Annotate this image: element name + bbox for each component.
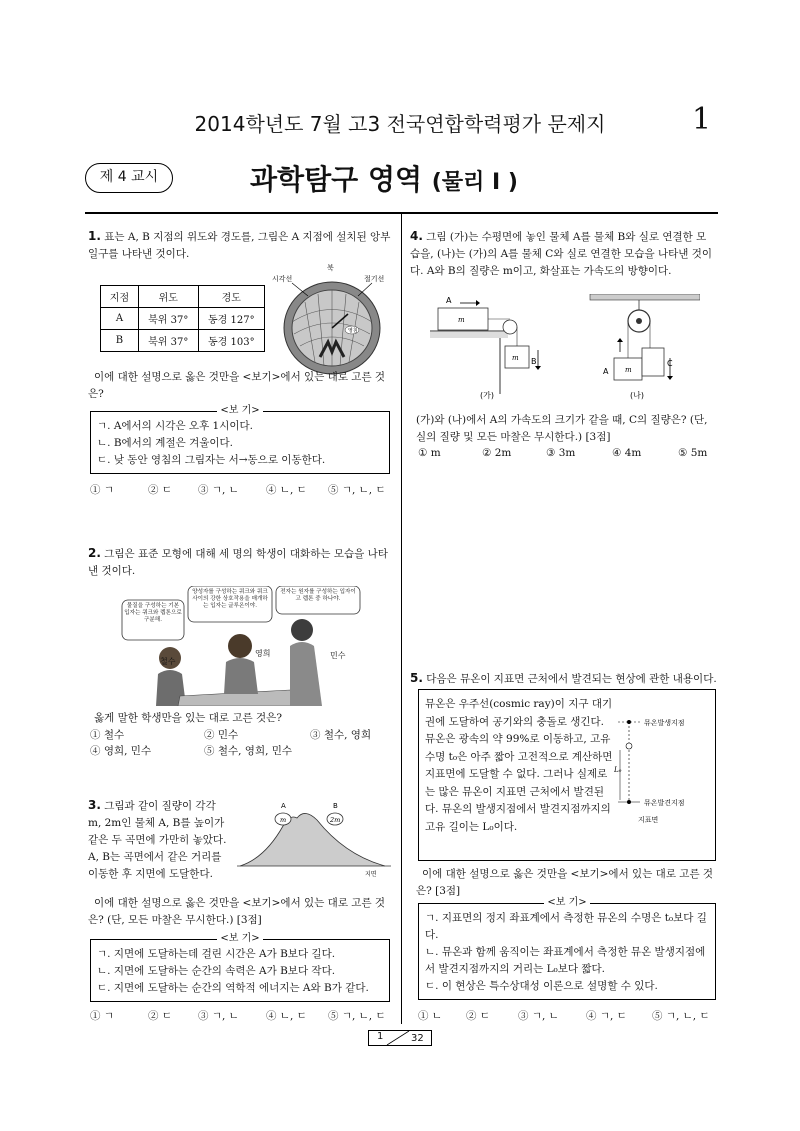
choice[interactable]: ③ ㄱ, ㄴ [518, 1010, 559, 1022]
choice[interactable]: ⑤ 철수, 영희, 민수 [204, 745, 293, 757]
q4-choices [418, 447, 718, 459]
choice[interactable]: ④ ㄴ, ㄷ [266, 1010, 307, 1022]
season-line-label: 절기선 [364, 275, 385, 283]
table-header: 경도 [198, 286, 264, 308]
q2-choices-row1 [90, 727, 395, 742]
sundial-figure [270, 262, 395, 377]
list-item: ㄱ. A에서의 시각은 오후 1시이다. [97, 420, 254, 432]
question-2 [88, 545, 393, 580]
choice[interactable]: ② 2m [482, 447, 512, 459]
fig-b-label: B [531, 357, 537, 366]
q3-text: 그림과 같이 질량이 각각 m, 2m인 물체 A, B를 높이가 같은 두 곡면에 가만히 놓았다. A, B는 곡면에서 같은 거리를 이동한 후 지면에 도달한다. [88, 800, 227, 880]
choice[interactable]: ② 민수 [204, 729, 239, 741]
origin-label: 뮤온발생지점 [644, 719, 685, 727]
fig-ga-caption: (가) [480, 391, 494, 400]
list-item: ㄴ. 지면에 도달하는 순간의 속력은 A가 B보다 작다. [97, 965, 336, 977]
choice[interactable]: ② ㄷ [148, 1010, 172, 1022]
north-label: 북 [327, 264, 334, 272]
current-page: 1 [377, 1031, 384, 1042]
choice[interactable]: ③ 철수, 영희 [310, 729, 372, 741]
bubble-1: 물질을 구성하는 기본 입자는 쿼크와 렙톤으로 구분해. [124, 603, 182, 623]
q5-passage: 뮤온은 우주선(cosmic ray)이 지구 대기권에 도달하여 공기와의 충돌로 생긴다. 뮤온은 광속의 약 99%로 이동하고, 고유 수명 t₀은 아주 짧아 고전적으로 계산하면 지표면에 도달할 수 없다. 그러나 실제로는 많은 뮤온이 지표면 근처에서 발견된다. 뮤온의 발생지점에서 발견지점까지의 고유 길이는 L₀이다. [425, 698, 613, 833]
table-row [101, 308, 265, 330]
choice[interactable]: ⑤ ㄱ, ㄴ, ㄷ [652, 1010, 710, 1022]
table-cell: A [101, 308, 139, 330]
q3-bogi-title: <보 기> [217, 933, 262, 944]
choice[interactable]: ① 철수 [90, 729, 125, 741]
table-header: 지점 [101, 286, 139, 308]
period-badge: 제 4 교시 [85, 163, 173, 193]
label-b: B [333, 802, 338, 810]
choice[interactable]: ① ㄴ [418, 1010, 442, 1022]
list-item: ㄴ. B에서의 계절은 겨울이다. [97, 437, 233, 449]
name-cheolsu: 철수 [160, 657, 176, 666]
choice[interactable]: ③ 3m [546, 447, 576, 459]
table-header-row [101, 286, 265, 308]
q1-choices [90, 482, 395, 497]
choice[interactable]: ④ 영희, 민수 [90, 745, 152, 757]
choice[interactable]: ② ㄷ [148, 484, 172, 496]
subject-sub: (물리 I ) [431, 170, 518, 195]
q2-number: 2. [88, 546, 101, 560]
page-indicator [368, 1030, 432, 1046]
choice[interactable]: ⑤ ㄱ, ㄴ, ㄷ [328, 484, 386, 496]
table-cell: 동경 127° [198, 308, 264, 330]
q3-number: 3. [88, 798, 101, 812]
q1-ask: 이에 대한 설명으로 옳은 것만을 <보기>에서 있는 대로 고른 것은? [88, 371, 386, 400]
total-pages: 32 [411, 1033, 424, 1044]
choice[interactable]: ⑤ 5m [678, 447, 708, 459]
table-cell: 동경 103° [198, 330, 264, 352]
exam-title: 2014학년도 7월 고3 전국연합학력평가 문제지 [194, 112, 606, 136]
choice[interactable]: ④ ㄱ, ㄷ [586, 1010, 627, 1022]
name-minsu: 민수 [330, 651, 346, 660]
choice[interactable]: ① ㄱ [90, 484, 114, 496]
found-label: 뮤온발견지점 [644, 799, 685, 807]
bubble-3: 전자는 원자를 구성하는 입자이고 렙톤 중 하나야. [280, 589, 356, 602]
question-5 [410, 670, 720, 688]
hour-line-label: 시각선 [272, 275, 293, 283]
q3-choices [90, 1008, 395, 1023]
choice[interactable]: ① ㄱ [90, 1010, 114, 1022]
choice[interactable]: ④ 4m [612, 447, 642, 459]
fig-b-mass: m [512, 354, 519, 362]
table-cell: 북위 37° [138, 330, 198, 352]
subject-title [250, 158, 518, 198]
table-cell: B [101, 330, 139, 352]
gnomon-label: 영침 [348, 328, 358, 334]
ground-surface-label: 지표면 [638, 816, 659, 824]
subject-main: 과학탐구 영역 [250, 163, 423, 196]
q2-illustration [120, 586, 395, 706]
question-1 [88, 228, 393, 263]
table-header: 위도 [138, 286, 198, 308]
list-item: ㄷ. 이 현상은 특수상대성 이론으로 설명할 수 있다. [425, 980, 658, 992]
q2-choices-row2 [90, 743, 395, 758]
column-divider [401, 214, 402, 1024]
mass-b: 2m [330, 816, 341, 824]
q1-text: 표는 A, B 지점의 위도와 경도를, 그림은 A 지점에 설치된 앙부일구를 나타낸 것이다. [88, 231, 391, 260]
choice[interactable]: ② ㄷ [466, 1010, 490, 1022]
q1-bogi-box [90, 405, 390, 474]
fig-a-mass: m [458, 316, 465, 324]
choice[interactable]: ④ ㄴ, ㄷ [266, 484, 307, 496]
bubble-2: 양성자를 구성하는 쿼크와 쿼크 사이의 강한 상호작용을 매개하는 입자는 글루온이야. [192, 589, 268, 609]
list-item: ㄱ. 지표면의 정지 좌표계에서 측정한 뮤온의 수명은 t₀보다 길다. [425, 912, 707, 941]
q4-pulley-figure [430, 294, 700, 404]
fig-na-mass: m [625, 366, 632, 374]
q3-ask: 이에 대한 설명으로 옳은 것만을 <보기>에서 있는 대로 고른 것은? (단, 모든 마찰은 무시한다.) [3점] [88, 897, 386, 926]
question-4 [410, 228, 715, 280]
choice[interactable]: ③ ㄱ, ㄴ [198, 1010, 239, 1022]
fig-c-label: C [667, 359, 673, 368]
q4-number: 4. [410, 229, 423, 243]
q2-text: 그림은 표준 모형에 대해 세 명의 학생이 대화하는 모습을 나타낸 것이다. [88, 548, 388, 577]
fig-na-a-label: A [603, 367, 609, 376]
page-number: 1 [692, 102, 712, 137]
q4-text: 그림 (가)는 수평면에 놓인 물체 A를 물체 B와 실로 연결한 모습을, (나)는 (가)의 A를 물체 C와 실로 연결한 모습을 나타낸 것이다. A와 B의 질량은 m이고, 화살표는 가속도의 방향이다. [410, 231, 713, 277]
list-item: ㄴ. 뮤온과 함께 움직이는 좌표계에서 측정한 뮤온 발생지점에서 발견지점까지의 거리는 L₀보다 짧다. [425, 946, 706, 975]
table-cell: 북위 37° [138, 308, 198, 330]
q5-number: 5. [410, 671, 423, 685]
list-item: ㄷ. 지면에 도달하는 순간의 역학적 에너지는 A와 B가 같다. [97, 982, 369, 994]
fig-na-caption: (나) [630, 391, 644, 400]
question-3 [88, 797, 228, 883]
ground-label: 지면 [365, 871, 377, 878]
label-a: A [281, 802, 286, 810]
mass-a: m [280, 816, 287, 824]
length-label: L₀ [614, 766, 622, 774]
q1-table [100, 285, 265, 352]
q4-ask: (가)와 (나)에서 A의 가속도의 크기가 같을 때, C의 질량은? (단, 실의 질량 및 모든 마찰은 무시한다.) [3점] [416, 414, 708, 443]
table-row [101, 330, 265, 352]
name-younghee: 영희 [255, 649, 271, 658]
choice[interactable]: ⑤ ㄱ, ㄴ, ㄷ [328, 1010, 386, 1022]
choice[interactable]: ① m [418, 447, 441, 459]
q2-ask: 옳게 말한 학생만을 있는 대로 고른 것은? [94, 712, 282, 724]
q5-ask: 이에 대한 설명으로 옳은 것만을 <보기>에서 있는 대로 고른 것은? [3점] [416, 868, 714, 897]
q5-bogi-box [418, 897, 716, 1000]
q1-number: 1. [88, 229, 101, 243]
q5-choices [418, 1008, 718, 1023]
q5-text: 다음은 뮤온이 지표면 근처에서 발견되는 현상에 관한 내용이다. [426, 673, 717, 685]
q1-bogi-title: <보 기> [217, 405, 262, 416]
q3-curved-surfaces-figure [235, 800, 395, 880]
q5-bogi-title: <보 기> [544, 897, 589, 908]
list-item: ㄱ. 지면에 도달하는데 걸린 시간은 A가 B보다 길다. [97, 948, 336, 960]
list-item: ㄷ. 낮 동안 영침의 그림자는 서→동으로 이동한다. [97, 454, 326, 466]
q5-passage-box [418, 689, 716, 861]
fig-a-label: A [446, 296, 452, 305]
q3-bogi-box [90, 933, 390, 1002]
muon-figure [614, 710, 714, 830]
choice[interactable]: ③ ㄱ, ㄴ [198, 484, 239, 496]
